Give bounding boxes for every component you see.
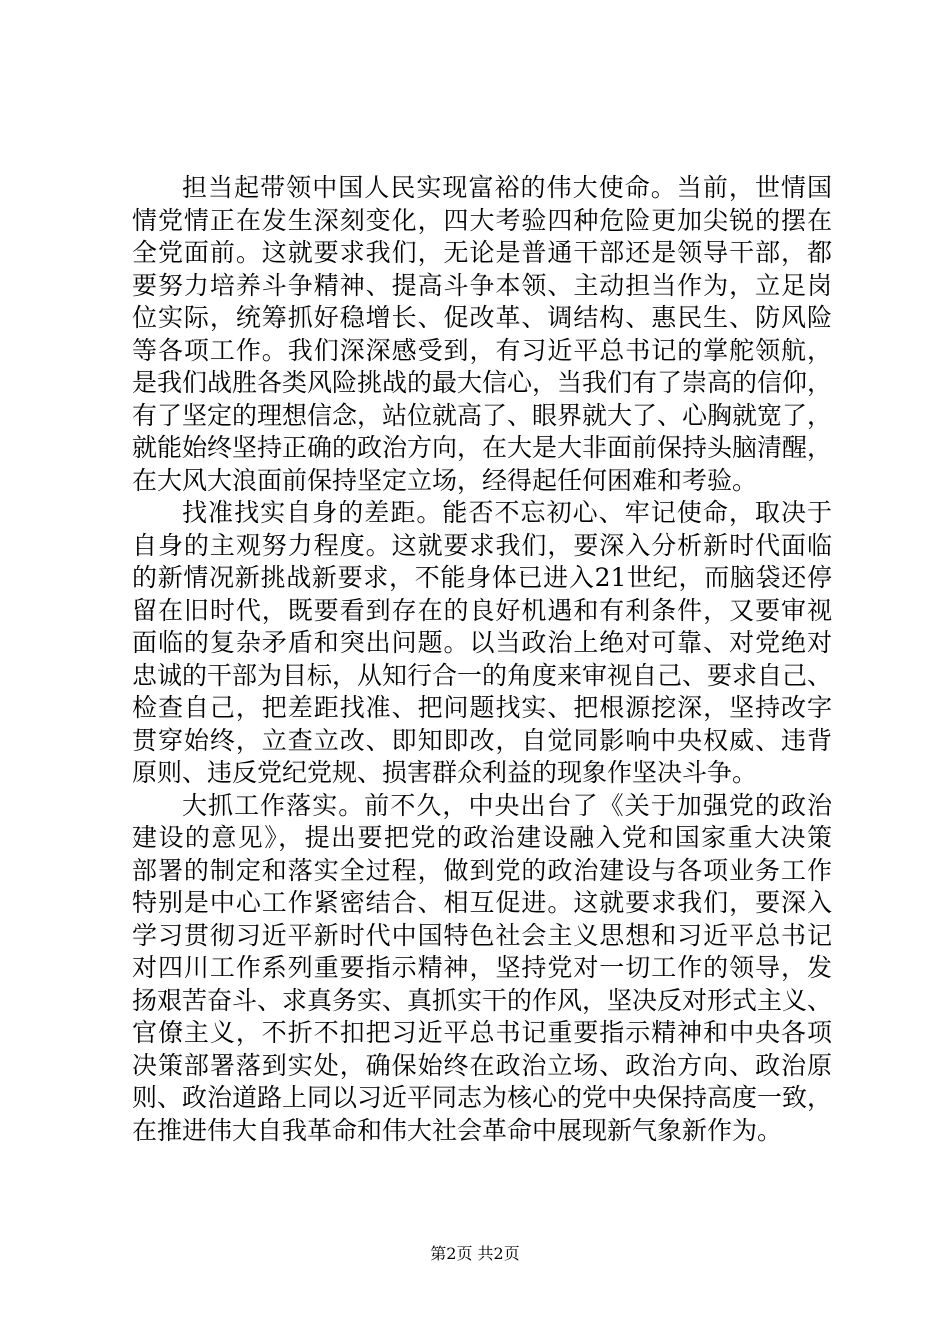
text-line: 就能始终坚持正确的政治方向，在大是大非面前保持头脑清醒， [132, 433, 833, 462]
text-line: 在大风大浪面前保持坚定立场，经得起任何困难和考验。 [132, 465, 758, 495]
text-line: 在推进伟大自我革命和伟大社会革命中展现新气象新作为。 [132, 1115, 783, 1145]
text-line: 部署的制定和落实全过程，做到党的政治建设与各项业务工作 [132, 855, 832, 885]
page-number: 第2页 共2页 [430, 1244, 520, 1263]
text-line: 扬艰苦奋斗、求真务实、真抓实干的作风，坚决反对形式主义、 [132, 985, 833, 1015]
text-line: 等各项工作。我们深深感受到，有习近平总书记的掌舵领航， [132, 335, 832, 365]
text-line: 原则、违反党纪党规、损害群众利益的现象作坚决斗争。 [132, 758, 758, 787]
text-line: 的新情况新挑战新要求，不能身体已进入21世纪，而脑袋还停 [132, 563, 832, 592]
text-line: 是我们战胜各类风险挑战的最大信心，当我们有了崇高的信仰， [132, 368, 833, 397]
text-line: 对四川工作系列重要指示精神，坚持党对一切工作的领导，发 [132, 953, 832, 982]
text-line: 全党面前。这就要求我们，无论是普通干部还是领导干部，都 [132, 238, 832, 267]
text-line: 检查自己，把差距找准、把问题找实、把根源挖深，坚持改字 [132, 693, 832, 722]
text-line: 要努力培养斗争精神、提高斗争本领、主动担当作为，立足岗 [132, 270, 832, 300]
text-line: 面临的复杂矛盾和突出问题。以当政治上绝对可靠、对党绝对 [132, 628, 832, 657]
text-line: 位实际，统筹抓好稳增长、促改革、调结构、惠民生、防风险 [132, 303, 832, 332]
text-line: 找准找实自身的差距。能否不忘初心、牢记使命，取决于 [182, 498, 832, 527]
text-line: 则、政治道路上同以习近平同志为核心的党中央保持高度一致， [132, 1083, 833, 1112]
text-line: 学习贯彻习近平新时代中国特色社会主义思想和习近平总书记 [132, 920, 832, 950]
body-text [132, 172, 832, 1147]
text-line: 忠诚的干部为目标，从知行合一的角度来审视自己、要求自己、 [132, 660, 833, 690]
text-line: 决策部署落到实处，确保始终在政治立场、政治方向、政治原 [132, 1050, 832, 1080]
text-line: 有了坚定的理想信念，站位就高了、眼界就大了、心胸就宽了， [132, 400, 833, 430]
text-line: 贯穿始终，立查立改、即知即改，自觉同影响中央权威、违背 [132, 725, 832, 755]
text-line: 自身的主观努力程度。这就要求我们，要深入分析新时代面临 [132, 530, 832, 560]
text-line: 官僚主义，不折不扣把习近平总书记重要指示精神和中央各项 [132, 1018, 832, 1047]
text-line: 留在旧时代，既要看到存在的良好机遇和有利条件，又要审视 [132, 595, 832, 625]
text-line: 担当起带领中国人民实现富裕的伟大使命。当前，世情国 [182, 173, 832, 202]
text-line: 特别是中心工作紧密结合、相互促进。这就要求我们，要深入 [132, 888, 832, 917]
text-line: 情党情正在发生深刻变化，四大考验四种危险更加尖锐的摆在 [132, 205, 832, 235]
text-line: 建设的意见》，提出要把党的政治建设融入党和国家重大决策 [132, 823, 832, 852]
page-footer [0, 1244, 950, 1264]
text-line: 大抓工作落实。前不久，中央出台了《关于加强党的政治 [182, 790, 832, 820]
